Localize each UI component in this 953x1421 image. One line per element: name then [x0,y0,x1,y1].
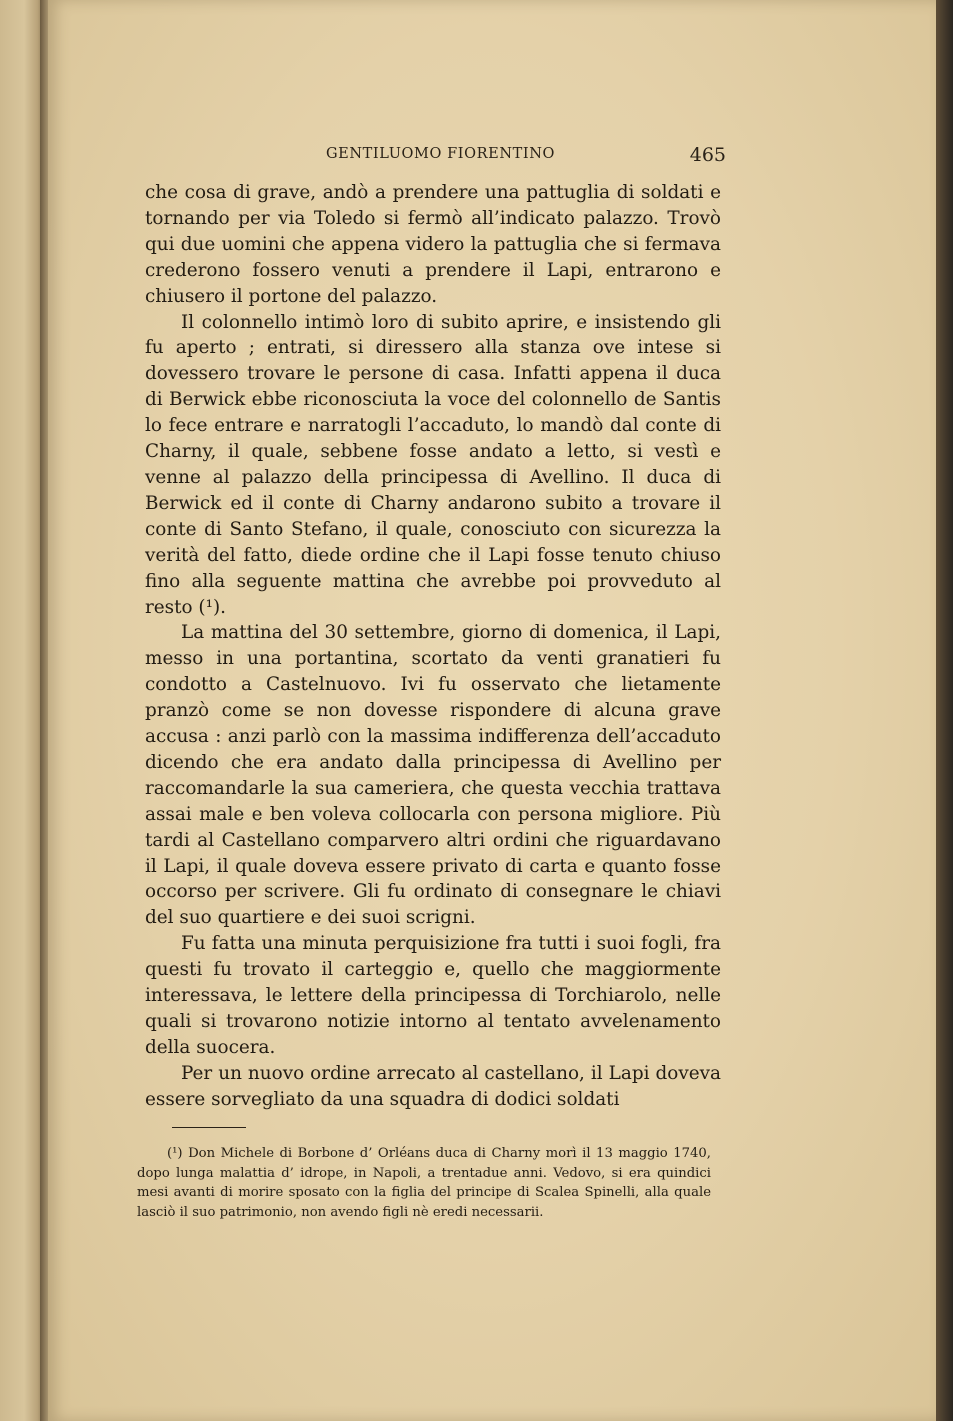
paragraph: Fu fatta una minuta perquisizione fra tutti i suoi fogli, fra questi fu trovato il carteggio e, quello che maggiormente interessava, le lettere della principessa di Torchiarolo, nelle quali si trovarono notizie intorno al tentato avvelenamento della suocera. [145,933,721,1058]
facing-page-edge [0,0,44,1421]
paragraph: che cosa di grave, andò a prendere una pattuglia di soldati e tornando per via Toledo si fermò all’indicato palazzo. Trovò qui due uomini che appena videro la pattuglia che si fermava crederono fossero venuti a prendere il Lapi, entrarono e chiusero il portone del palazzo. [145,182,721,307]
footnote-divider [172,1127,246,1128]
paragraph: Il colonnello intimò loro di subito aprire, e insistendo gli fu aperto ; entrati, si diressero alla stanza ove intese si dovessero trovare le persone di casa. Infatti appena il duca di Berwick ebbe riconosciuta la voce del colonnello de Santis lo fece entrare e narratogli l’accaduto, lo mandò dal conte di Charny, il quale, sebbene fosse andato a letto, si vestì e venne al palazzo della principessa di Avellino. Il duca di Berwick ed il conte di Charny andarono subito a trovare il conte di Santo Stefano, il quale, conosciuto con sicurezza la verità del fatto, diede ordine che il Lapi fosse tenuto chiuso fino alla seguente mattina che avrebbe poi provveduto al resto (¹). [145,311,721,618]
paragraph: Per un nuovo ordine arrecato al castellano, il Lapi doveva essere sorvegliato da una squadra di dodici soldati [145,1062,721,1110]
body-text [145,180,721,1113]
paragraph: La mattina del 30 settembre, giorno di domenica, il Lapi, messo in una portantina, scortato da venti granatieri fu condotto a Castelnuovo. Ivi fu osservato che lietamente pranzò come se non dovesse rispondere di alcuna grave accusa : anzi parlò con la massima indifferenza dell’accaduto dicendo che era andato dalla principessa di Avellino per raccomandarle la sua cameriera, che questa vecchia trattava assai male e ben voleva collocarla con persona migliore. Più tardi al Castellano comparvero altri ordini che riguardavano il Lapi, il quale doveva essere privato di carta e quanto fosse occorso per scrivere. Gli fu ordinato di consegnare le chiavi del suo quartiere e dei suoi scrigni. [145,622,721,929]
page-header [100,142,726,172]
page-right-edge [936,0,953,1421]
page-number: 465 [689,144,726,166]
running-title: GENTILUOMO FIORENTINO [326,146,555,162]
footnote: (¹) Don Michele di Borbone d’ Orléans duca di Charny morì il 13 maggio 1740, dopo lunga malattia d’ idrope, in Napoli, a trentadue anni. Vedovo, si era quindici mesi avanti di morire sposato con la figlia del principe di Scalea Spinelli, alla quale lasciò il suo patrimonio, non avendo figli nè eredi necessarii. [137,1146,711,1220]
